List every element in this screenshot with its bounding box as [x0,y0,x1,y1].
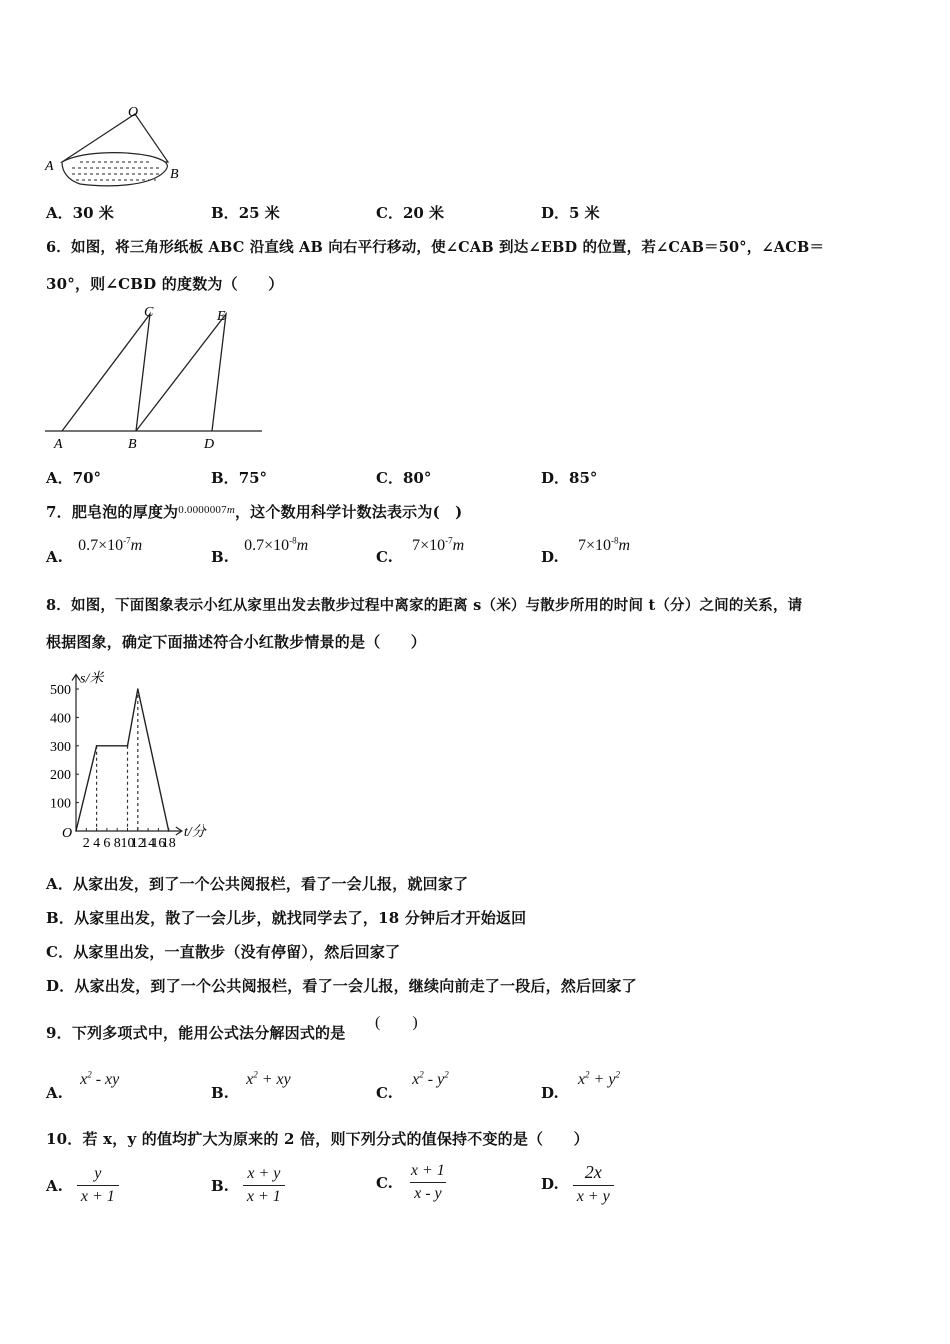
q9-option-d-expr [578,1071,620,1088]
q6-option-d[interactable] [541,467,597,488]
option-label: A. [46,548,63,567]
coef: 0.7 [244,537,265,555]
q10-option-d[interactable] [541,1162,614,1206]
q6-label-a: A [54,437,63,452]
q6-label-b: B [128,437,137,452]
term-a: x [412,1071,420,1089]
exponent: -8 [289,536,297,546]
q5-figure [40,100,200,195]
chart-series [75,688,169,832]
q8-chart [40,655,340,855]
option-label: D. [541,548,559,567]
option-label: D． [541,469,570,487]
option-label: C． [376,204,403,222]
coef: 7 [577,537,586,555]
unit: m [130,537,143,555]
option-text: 80° [402,469,432,487]
q6-option-b[interactable] [211,467,267,488]
q6-triangle-bde [136,314,226,431]
exponent: 2 [585,1070,590,1080]
q6-label-c: C [144,305,154,320]
x-tick-label: 12 [130,836,145,851]
q5-option-b[interactable] [211,202,280,223]
coef: 0.7 [78,537,99,555]
q10-option-c-fraction [407,1162,449,1203]
option-label: A． [46,469,73,487]
x-tick-label: 4 [93,836,101,851]
q9-stem: 9．下列多项式中，能用公式法分解因式的是 [46,1024,346,1042]
numerator: y [94,1165,102,1182]
x-tick-label: 2 [82,836,90,851]
q5-option-a[interactable] [46,202,114,223]
q9-option-c-expr [412,1071,449,1088]
y-axis-label: s/米 [80,671,104,687]
option-text: 30 米 [72,204,114,222]
series-line [76,689,169,831]
x-tick-label: 8 [113,836,121,851]
x-tick-label: 10 [120,836,135,851]
x-tick-label: 18 [161,836,176,851]
option-label: B. [211,1176,229,1195]
term-a: x [246,1071,254,1089]
q9-option-b[interactable] [211,1070,291,1103]
denominator: x - y [410,1182,446,1203]
term-b: xy [105,1071,120,1089]
option-text: 25 米 [238,204,280,222]
q7-option-c[interactable] [376,536,465,567]
option-label: C. [376,548,393,567]
x-tick-label: 16 [151,836,166,851]
q5-label-b: B [170,167,179,182]
option-label: A. [46,1084,63,1103]
coef: 7 [412,537,421,555]
q7-stem-unit: m [226,504,235,516]
option-label: B． [211,469,239,487]
option-label: B． [211,204,239,222]
exponent: -8 [610,536,619,546]
unit: m [296,537,309,555]
q10-option-c[interactable] [376,1162,449,1203]
q6-label-e: E [217,309,226,324]
numerator: 2x [584,1162,602,1182]
q9-option-b-expr [246,1071,291,1088]
term-b: xy [276,1071,291,1089]
q10-option-a[interactable] [46,1165,119,1206]
times: ×10 [420,537,446,555]
operator: + [589,1071,609,1089]
x-tick-label: 6 [103,836,111,851]
unit: m [452,537,465,555]
exponent: 2 [87,1070,92,1080]
exponent: -7 [123,536,131,546]
x-axis-label: t/分 [183,825,206,840]
q6-label-d: D [204,437,215,452]
option-label: B. [211,548,229,567]
q7-option-a-expr [78,537,142,554]
q5-label-a: A [45,159,54,174]
q8-option-a[interactable]: A．从家出发，到了一个公共阅报栏，看了一会儿报，就回家了 [46,875,469,893]
option-text: 5 米 [569,204,600,222]
q7-option-d-expr [578,537,630,554]
q8-stem-line2: 根据图象，确定下面描述符合小红散步情景的是（ ） [46,633,427,651]
numerator: x + 1 [410,1162,445,1179]
option-label: D． [541,204,570,222]
term-b: y [437,1071,445,1089]
term-b: y [608,1071,616,1089]
exponent: 2 [615,1070,620,1080]
q7-option-d[interactable] [541,536,631,567]
data-point [96,745,98,747]
operator: - [91,1071,106,1089]
option-text: 20 米 [402,204,445,222]
q5-label-o: O [128,105,139,120]
q7-stem-pre: 7．肥皂泡的厚度为 [46,503,179,521]
unit: m [618,537,631,555]
data-point [75,830,77,832]
q8-stem-line1: 8．如图，下面图象表示小红从家里出发去散步过程中离家的距离 s（米）与散步所用的时间 t（分）之间的关系，请 [46,597,803,614]
q7-stem-post: ，这个数用科学计数法表示为( ) [234,503,463,521]
exponent: 2 [253,1070,258,1080]
q10-option-b-fraction [243,1165,285,1206]
exponent: -7 [445,536,453,546]
q6-stem-line2: 30°，则∠CBD 的度数为（ ） [46,275,284,293]
q9-option-c[interactable] [376,1070,449,1103]
q7-stem [46,501,462,522]
option-label: C． [376,469,403,487]
q8-option-c[interactable]: C．从家里出发，一直散步（没有停留），然后回家了 [46,943,401,961]
times: ×10 [585,537,611,555]
chart-guides [97,689,138,831]
x-tick-label: 14 [141,836,156,851]
q7-option-a[interactable] [46,536,143,567]
q6-triangle-abc [62,314,150,431]
y-tick-label: 100 [50,796,71,812]
option-text: 70° [72,469,102,487]
q5-option-d[interactable] [541,202,600,223]
q10-stem: 10．若 x，y 的值均扩大为原来的 2 倍，则下列分式的值保持不变的是（ ） [46,1130,589,1148]
y-tick-label: 500 [50,683,71,698]
q9-option-a[interactable] [46,1070,120,1103]
q8-option-d[interactable]: D．从家出发，到了一个公共阅报栏，看了一会儿报，继续向前走了一段后，然后回家了 [46,977,637,995]
denominator: x + 1 [243,1185,285,1206]
times: ×10 [98,537,124,555]
q5-option-c[interactable] [376,202,444,223]
q10-option-a-fraction [77,1165,119,1206]
chart-axes [62,670,208,841]
y-tick-label: 400 [50,711,71,727]
option-label: D. [541,1175,559,1193]
q10-option-d-fraction [573,1162,614,1206]
option-label: D. [541,1084,559,1103]
option-label: C. [376,1173,393,1192]
q9-paren: ( ) [375,1014,418,1031]
data-point [137,688,139,690]
option-label: A． [46,204,73,222]
q6-figure [40,300,270,452]
term-a: x [577,1071,586,1089]
origin-label: O [62,826,73,841]
term-a: x [80,1071,88,1089]
operator: - [423,1071,438,1089]
q7-option-c-expr [412,537,464,554]
option-text: 75° [238,469,268,487]
option-label: B. [211,1084,229,1103]
q7-option-b-expr [244,537,308,554]
option-label: A. [46,1176,63,1195]
times: ×10 [264,537,290,555]
option-text: 85° [569,469,598,487]
q9-option-a-expr [80,1071,119,1088]
exponent: 2 [419,1070,424,1080]
data-point [127,745,129,747]
numerator: x + y [247,1165,281,1182]
y-tick-label: 200 [50,768,71,784]
q9-option-d[interactable] [541,1070,620,1103]
q6-option-c[interactable] [376,467,431,488]
q10-option-b[interactable] [211,1165,285,1206]
operator: + [257,1071,277,1089]
y-tick-label: 300 [50,739,71,755]
denominator: x + 1 [77,1185,119,1206]
q5-pond [62,153,167,186]
denominator: x + y [573,1185,614,1206]
q8-option-b[interactable]: B．从家里出发，散了一会儿步，就找同学去了，18 分钟后才开始返回 [46,909,527,927]
q6-option-a[interactable] [46,467,101,488]
exponent: 2 [444,1070,449,1080]
q7-option-b[interactable] [211,536,309,567]
option-label: C. [376,1084,393,1103]
q7-stem-value: 0.0000007 [178,504,227,516]
q6-stem-line1: 6．如图，将三角形纸板 ABC 沿直线 AB 向右平行移动，使∠CAB 到达∠EBD 的位置，若∠CAB＝50°，∠ACB＝ [46,239,825,256]
